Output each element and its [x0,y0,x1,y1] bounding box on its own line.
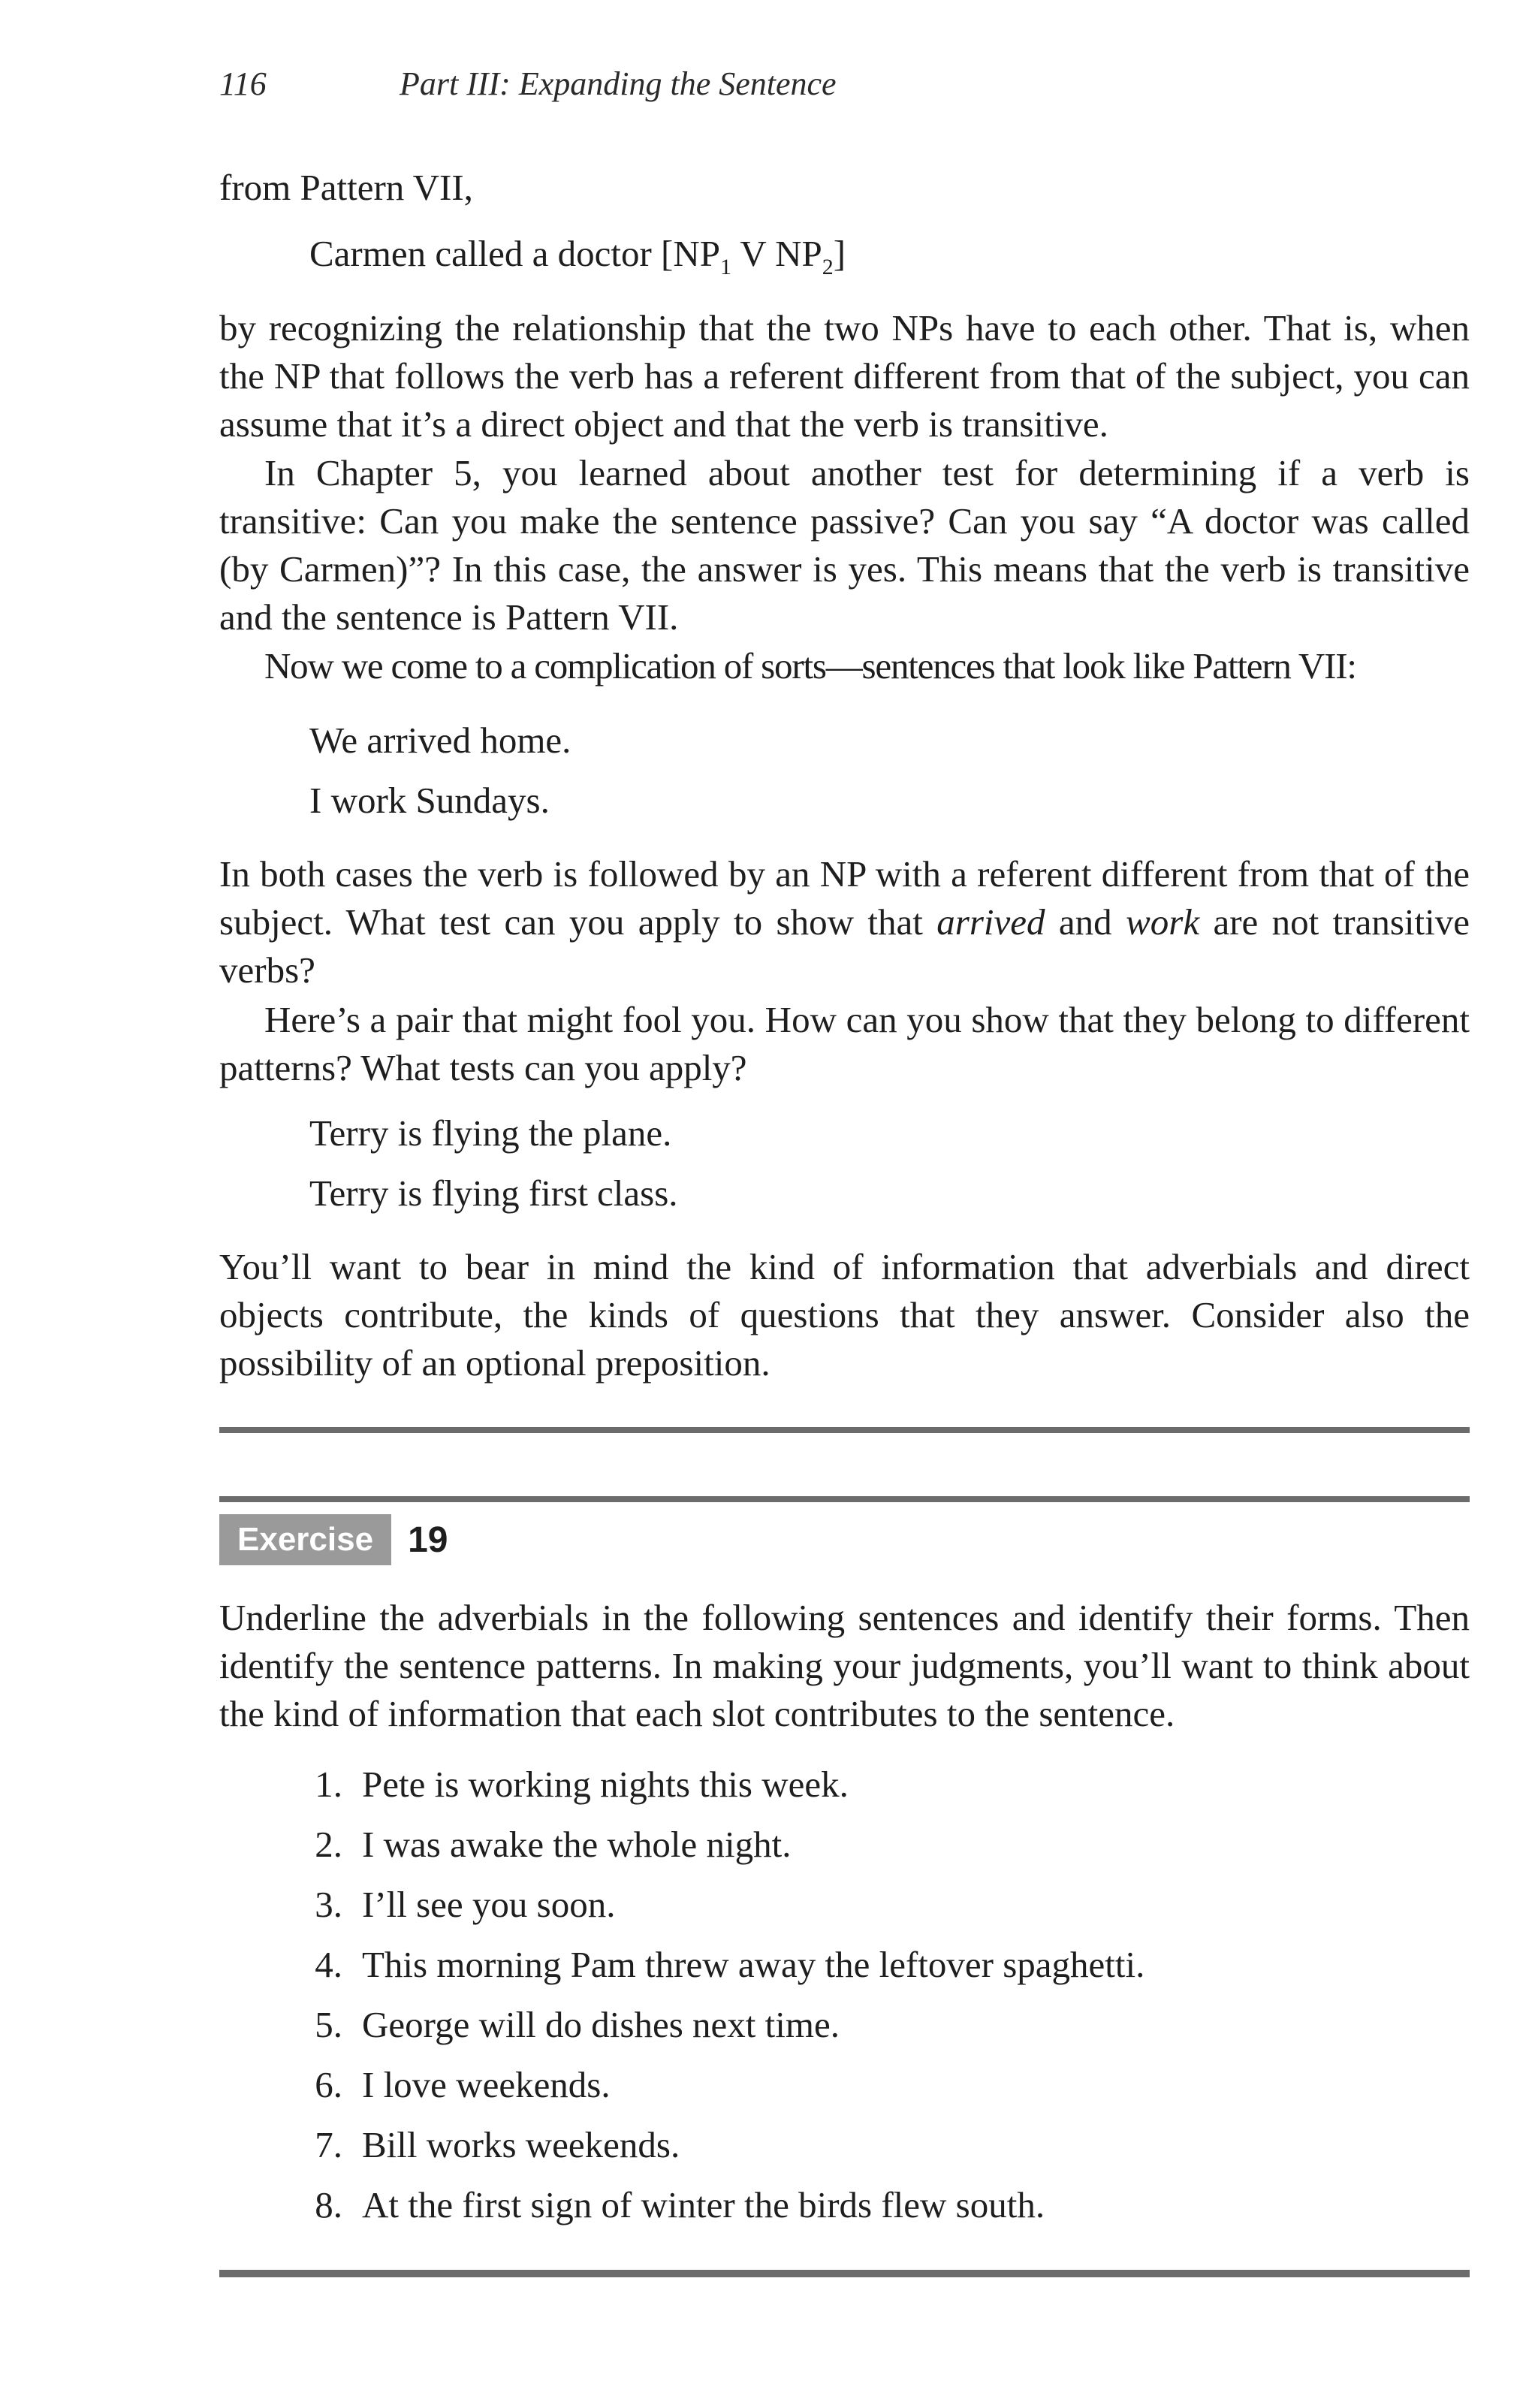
list-item: 6. I love weekends. [315,2064,611,2105]
running-head [219,65,837,103]
page-number: 116 [219,65,267,102]
exercise-heading [219,1514,448,1565]
exercise-instructions: Underline the adverbials in the following sentences and identify their forms. Then identify the sentence patterns. In making your judgments, you’ll want to think about the kind of information that each slot contributes to the sentence. [219,1597,1470,1734]
paragraph-6: You’ll want to bear in mind the kind of information that adverbials and direct objects contribute, the kinds of questions that they answer. Consider also the possibility of an optional preposition. [219,1246,1470,1384]
example-carmen: Carmen called a doctor [$NP_1$ V $NP_2$] [309,233,846,279]
example-sentence: Terry is flying the plane. [309,1112,672,1154]
paragraph-4: In both cases the verb is followed by an NP with a referent different from that of the subject. What test can you apply to show that arrived and work are not transitive verbs? [219,853,1470,991]
paragraph-2: In Chapter 5, you learned about another test for determining if a verb is transitive: Can you make the sentence passive? Can you say “A doctor was called (by Carmen)”? In this case, the answer is yes. This means that the verb is transitive and the sentence is Pattern VII. [219,452,1470,638]
list-item: 7. Bill works weekends. [315,2124,680,2165]
paragraph-5: Here’s a pair that might fool you. How can you show that they belong to different patterns? What tests can you apply? [219,999,1470,1088]
from-pattern-line: from Pattern VII, [219,167,473,208]
example-sentence: We arrived home. [309,720,571,761]
exercise-list [275,1755,1144,2235]
list-item: 1. Pete is working nights this week. [315,1764,849,1805]
paragraph-1: by recognizing the relationship that the two NPs have to each other. That is, when the NP that follows the verb has a referent different from that of the subject, you can assume that it’s a direct object and that the verb is transitive. [219,307,1470,445]
list-item: 8. At the first sign of winter the birds flew south. [315,2184,1045,2225]
exercise-label: Exercise [219,1514,391,1565]
example-sentence: Terry is flying first class. [309,1172,678,1214]
exercise-top-rule [219,1496,1470,1502]
exercise-number: 19 [408,1519,448,1560]
list-item: 2. I was awake the whole night. [315,1824,792,1865]
list-item: 3. I’ll see you soon. [315,1884,616,1925]
running-title: Part III: Expanding the Sentence [400,65,837,102]
emphasis-work: work [1126,901,1200,943]
example-sentence: I work Sundays. [309,780,550,821]
list-item: 4. This morning Pam threw away the leftover spaghetti. [315,1944,1145,1985]
list-item: 5. George will do dishes next time. [315,2004,840,2045]
paragraph-3: Now we come to a complication of sorts—sentences that look like Pattern VII: [264,645,1356,686]
section-divider [219,1427,1470,1433]
exercise-bottom-rule [219,2270,1470,2277]
emphasis-arrived: arrived [936,901,1045,943]
